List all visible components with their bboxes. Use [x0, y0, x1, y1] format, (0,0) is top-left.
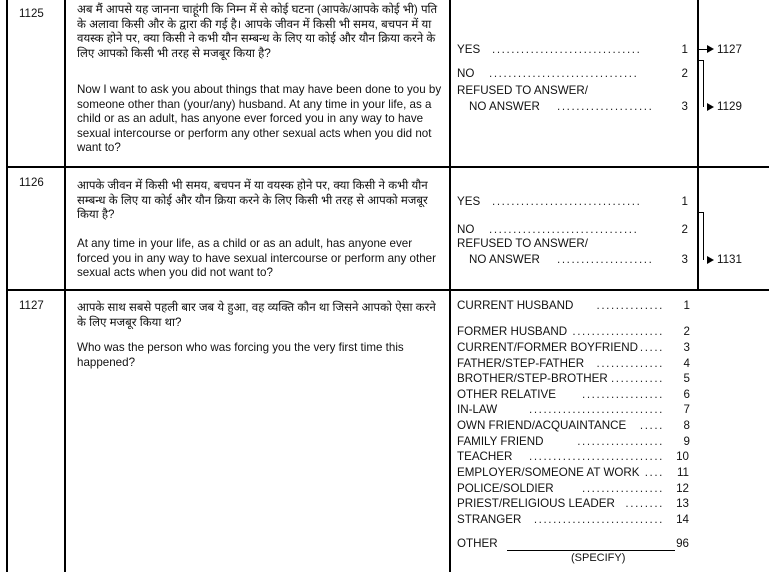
option-label: CURRENT HUSBAND — [457, 299, 574, 312]
option-code: 3 — [683, 341, 690, 354]
option-label: EMPLOYER/SOMEONE AT WORK — [457, 466, 640, 479]
option-label: OTHER — [457, 537, 498, 550]
row-divider-1126-1127 — [8, 289, 769, 291]
row-divider-1125-1126 — [8, 166, 769, 168]
option-code: 3 — [681, 253, 688, 266]
skip-arrow-icon — [707, 45, 714, 53]
option-code: 6 — [683, 388, 690, 401]
question-number: 1125 — [19, 8, 44, 20]
option-label: TEACHER — [457, 450, 513, 463]
option-label: NO — [457, 67, 475, 80]
question-text-hindi: आपके साथ सबसे पहली बार जब ये हुआ, वह व्यक्ति कौन था जिसने आपको ऐसा करने के लिए मजबूर किया था? — [77, 301, 436, 329]
question-number: 1126 — [19, 177, 44, 189]
option-code: 96 — [676, 537, 689, 550]
question-number: 1127 — [19, 300, 44, 312]
column-divider-skip — [697, 0, 699, 289]
option-code: 14 — [676, 513, 689, 526]
column-divider-left — [64, 0, 66, 572]
option-label: OTHER RELATIVE — [457, 388, 556, 401]
option-label: REFUSED TO ANSWER/ — [457, 237, 588, 250]
option-code: 1 — [681, 43, 688, 56]
column-divider-right — [449, 0, 451, 572]
option-leader-dots: ........................... — [533, 513, 664, 526]
question-text-english: Who was the person who was forcing you the very first time this happened? — [77, 341, 404, 369]
option-label: NO ANSWER — [469, 100, 540, 113]
option-leader-dots: ........ — [625, 497, 664, 510]
option-leader-dots: ........... — [610, 372, 664, 385]
option-leader-dots: ................... — [572, 325, 664, 338]
option-label: FAMILY FRIEND — [457, 435, 544, 448]
option-code: 2 — [681, 223, 688, 236]
option-label: CURRENT/FORMER BOYFRIEND — [457, 341, 638, 354]
option-code: 13 — [676, 497, 689, 510]
option-leader-dots: .............. — [596, 299, 664, 312]
question-text-hindi: अब मैं आपसे यह जानना चाहूंगी कि निम्न में से कोई घटना (आपके/आपके कोई भी) पति के अलावा किसी और के द्वारा की गई है। आपके जीवन में किसी भी समय, बचपन में या वयस्क होने पर, क्या किसी ने कभी यौन सम्बन्ध के लिए या कोई और यौन क्रिया करने के लिए आपको किसी भी तरह से मजबूर किया है? — [77, 3, 438, 60]
option-leader-dots: .............. — [596, 357, 664, 370]
option-leader-dots: ............................ — [529, 450, 664, 463]
option-code: 12 — [676, 482, 689, 495]
option-code: 11 — [676, 466, 689, 479]
option-leader-dots: .... — [644, 466, 664, 479]
specify-label: (SPECIFY) — [571, 552, 626, 564]
specify-line[interactable] — [507, 550, 675, 551]
option-label: REFUSED TO ANSWER/ — [457, 84, 588, 97]
option-label: OWN FRIEND/ACQUAINTANCE — [457, 419, 627, 432]
option-leader-dots: ................. — [582, 388, 664, 401]
option-code: 10 — [676, 450, 689, 463]
option-leader-dots: ............................ — [529, 403, 664, 416]
option-code: 1 — [681, 195, 688, 208]
option-leader-dots: .................. — [577, 435, 664, 448]
option-leader-dots: ................. — [582, 482, 664, 495]
skip-target: 1131 — [717, 253, 742, 266]
option-label: FORMER HUSBAND — [457, 325, 568, 338]
option-label: NO ANSWER — [469, 253, 540, 266]
option-label: YES — [457, 43, 481, 56]
option-code: 2 — [683, 325, 690, 338]
option-code: 5 — [683, 372, 690, 385]
question-text-english: Now I want to ask you about things that may have been done to you by someone other than (your/any) husband. At any time in your life, as a child or as an adult, has anyone ever forced you in any way to have sexual intercourse or perform any other sexual acts when you did not want to? — [77, 83, 442, 155]
skip-bracket-vertical — [703, 60, 704, 107]
skip-arrow-line — [698, 49, 708, 50]
option-leader-dots: ............................... — [492, 43, 642, 56]
question-text-hindi: आपके जीवन में किसी भी समय, बचपन में या वयस्क होने पर, क्या किसी ने कभी यौन सम्बन्ध के लिए या कोई और यौन क्रिया करने के लिए किसी भी तरह से आपको मजबूर किया है? — [77, 179, 428, 222]
skip-arrow-icon — [707, 103, 714, 111]
option-code: 9 — [683, 435, 690, 448]
skip-target: 1129 — [717, 100, 742, 113]
question-text-english: At any time in your life, as a child or as an adult, has anyone ever forced you in any way to have sexual intercourse or perform any other sexual acts when you did not want to? — [77, 237, 436, 280]
option-leader-dots: ............................... — [489, 223, 639, 236]
option-label: IN-LAW — [457, 403, 498, 416]
option-code: 4 — [683, 357, 690, 370]
option-code: 7 — [683, 403, 690, 416]
skip-target: 1127 — [717, 43, 742, 56]
option-label: BROTHER/STEP-BROTHER — [457, 372, 608, 385]
option-code: 8 — [683, 419, 690, 432]
option-leader-dots: ..... — [639, 341, 664, 354]
option-leader-dots: .................... — [557, 100, 654, 113]
option-label: YES — [457, 195, 481, 208]
column-divider-left-edge — [6, 0, 8, 572]
option-label: PRIEST/RELIGIOUS LEADER — [457, 497, 615, 510]
option-label: STRANGER — [457, 513, 522, 526]
option-leader-dots: .................... — [557, 253, 654, 266]
option-leader-dots: ..... — [639, 419, 664, 432]
option-label: NO — [457, 223, 475, 236]
option-label: FATHER/STEP-FATHER — [457, 357, 585, 370]
skip-bracket-vertical — [703, 212, 704, 260]
option-code: 3 — [681, 100, 688, 113]
skip-arrow-icon — [707, 256, 714, 264]
option-leader-dots: ............................... — [492, 195, 642, 208]
option-leader-dots: ............................... — [489, 67, 639, 80]
option-code: 1 — [683, 299, 690, 312]
option-label: POLICE/SOLDIER — [457, 482, 554, 495]
option-code: 2 — [681, 67, 688, 80]
